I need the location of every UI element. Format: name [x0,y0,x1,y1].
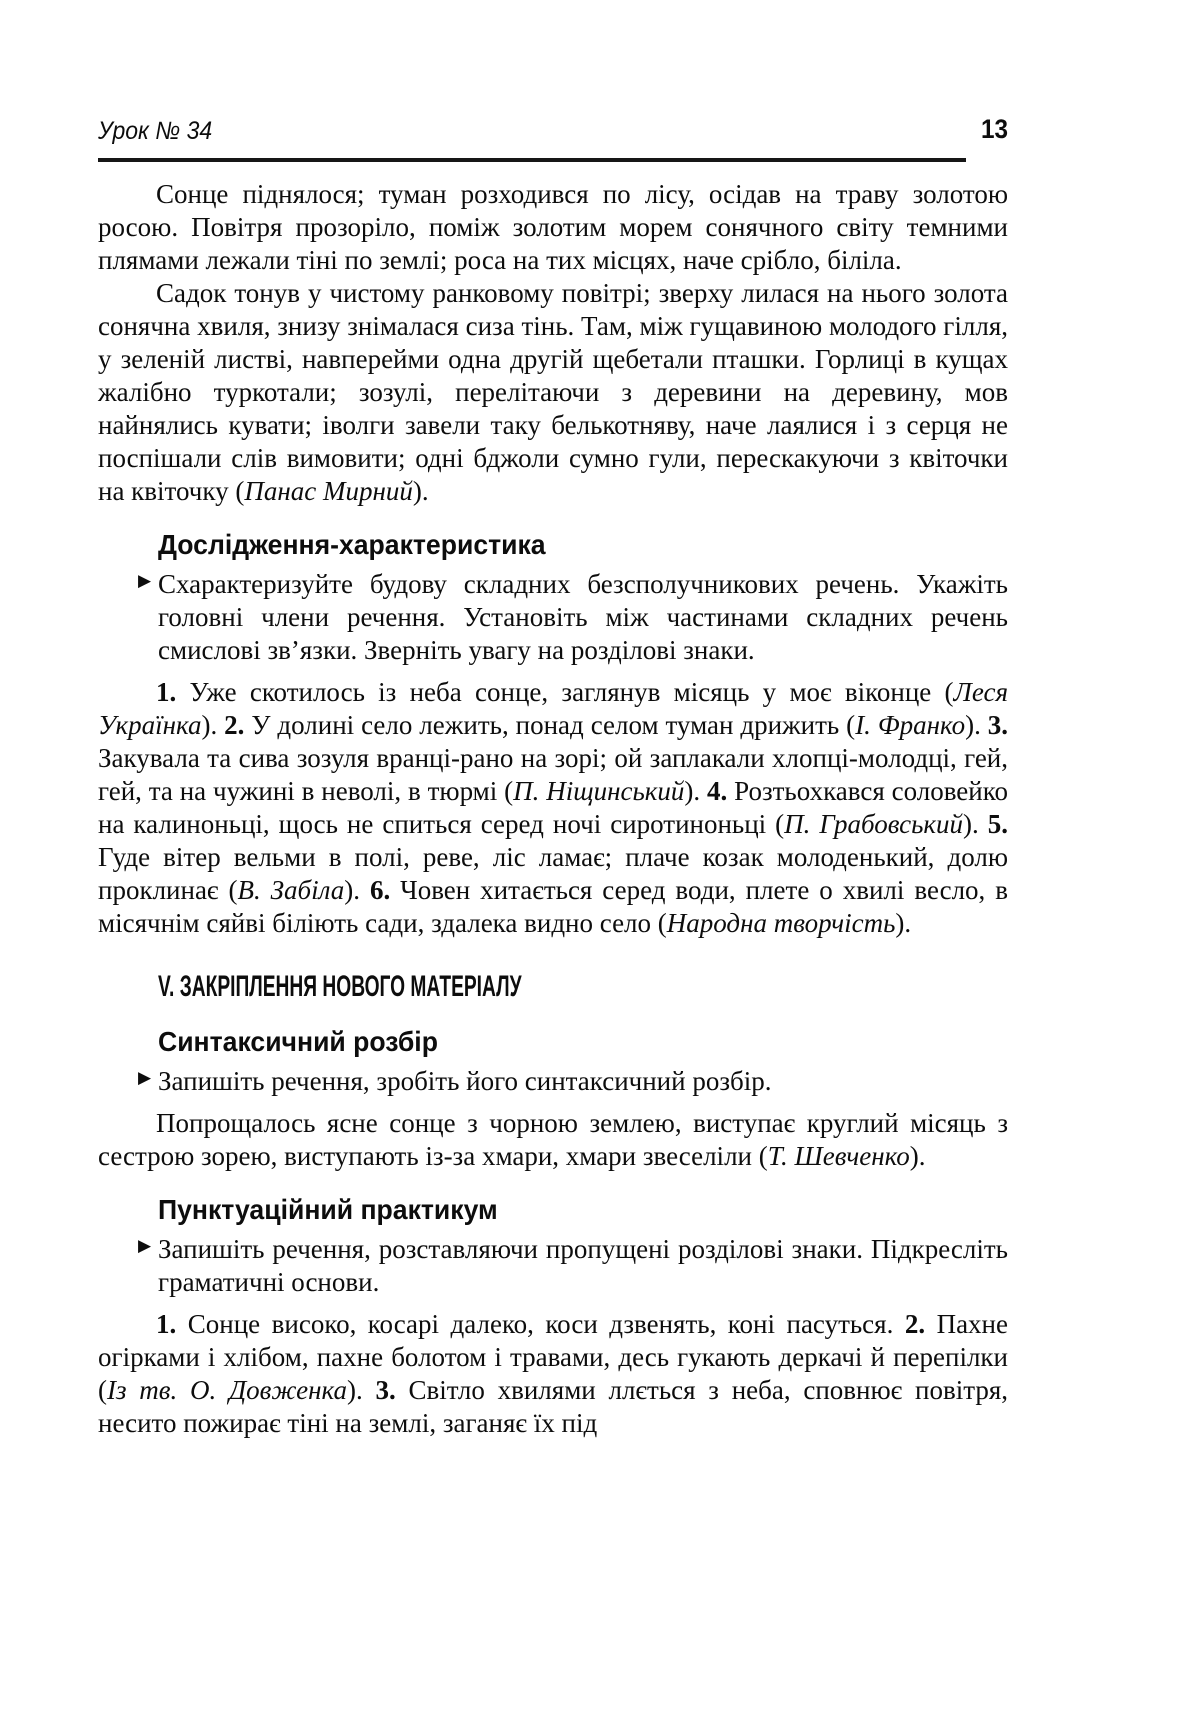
paragraph-sunrise [98,178,1008,277]
page-number: 13 [980,114,1008,144]
text-segment: Човен хитається серед води, плете о хвилі весло, в місячнім сяйві біліють сади, здалека видно село ( [98,875,1009,938]
text-segment: ). [412,476,429,506]
text-segment: 1. [156,1309,188,1339]
task-research-text [158,568,1008,667]
triangle-bullet-icon: ▶ [138,571,152,591]
task-syntax [98,1065,1008,1098]
text-segment: 6. [369,875,401,905]
text-segment: Розтьохкався соловейко на калиноньці, щось не спиться серед ночі сиротиноньці ( [98,776,1008,839]
lesson-label: Урок № 34 [98,117,213,145]
task-research [98,568,1008,667]
text-segment: В. Забіла [237,875,345,905]
text-segment: 2. [904,1309,937,1339]
heading-syntax-parsing: Синтаксичний розбір [158,1026,438,1057]
heading-research-characteristic: Дослідження-характеристика [158,529,546,560]
text-segment: Т. Шевченко [767,1141,910,1171]
text-segment: ). [895,908,912,938]
paragraph-shevchenko [98,1107,1008,1173]
task-syntax-text [158,1065,1008,1098]
text-segment: Народна творчість [666,908,896,938]
text-segment: Закувала та сива зозуля вранці-рано на зорі; ой заплакали хлопці-молодці, гей, гей, та на чужині в неволі, в тюрмі ( [98,743,1008,806]
text-segment: Гуде вітер вельми в полі, реве, ліс ламає; плаче козак молоденький, долю проклинає ( [98,842,1008,905]
text-segment: П. Ніщинський [513,776,685,806]
text-segment: Попрощалось ясне сонце з чорною землею, виступає круглий місяць з сестрою зорею, виступають із-за хмари, хмари звеселіли ( [98,1108,1008,1171]
triangle-bullet-icon: ▶ [138,1236,152,1256]
text-segment: ). [347,1375,376,1405]
text-segment: П. Грабовський [784,809,964,839]
text-segment: ). [909,1141,926,1171]
heading-section-v: V. ЗАКРІПЛЕННЯ НОВОГО МАТЕРІАЛУ [158,970,522,1003]
text-segment: Схарактеризуйте будову складних безсполучникових речень. Укажіть головні члени речення. Установіть між частинами складних речень смислові зв’язки. Зверніть увагу на розділові знаки. [158,569,1008,665]
text-segment: Панас Мирний [244,476,413,506]
heading-punctuation-practicum: Пунктуаційний практикум [158,1194,498,1225]
text-segment: У долині село лежить, понад селом туман дрижить ( [251,710,856,740]
text-segment: ). [963,809,988,839]
text-segment: Запишіть речення, розставляючи пропущені розділові знаки. Підкресліть граматичні основи. [158,1234,1008,1297]
exercise-sentences-1 [98,676,1008,940]
task-punctuation-text [158,1233,1008,1299]
text-segment: 4. [707,776,735,806]
triangle-bullet-icon: ▶ [138,1068,152,1088]
text-segment: І. Франко [855,710,966,740]
text-segment: 3. [987,710,1009,740]
text-segment: ). [201,710,225,740]
task-punctuation [98,1233,1008,1299]
text-segment: Садок тонув у чистому ранковому повітрі; зверху лилася на нього золота сонячна хвиля, знизу знімалася сиза тінь. Там, між гущавиною молодого гілля, у зеленій листві, навперейми одна другій щебетали пташки. Горлиці в кущах жалібно туркотали; зозулі, перелітаючи з деревини на деревину, мов найнялись кувати; іволги завели таку белькотняву, наче лаялися і з серця не поспішали слів вимовити; одні бджоли сумно гули, перескакуючи з квіточки на квіточку ( [98,278,1008,506]
text-segment: 2. [224,710,252,740]
paragraph-garden [98,277,1008,508]
text-segment: 1. [156,677,190,707]
text-segment: Уже скотилось із неба сонце, заглянув місяць у моє віконце ( [189,677,954,707]
text-segment: Світло хвилями ллється з неба, сповнює повітря, несито пожирає тіні на землі, заганяє їх під [98,1375,1008,1438]
text-segment: 5. [987,809,1008,839]
page-header [98,116,1008,162]
text-segment: 3. [375,1375,409,1405]
text-segment: Сонце піднялося; туман розходився по лісу, осідав на траву золотою росою. Повітря прозоріло, поміж золотим морем сонячного світу темними плямами лежали тіні по землі; роса на тих місцях, наче срібло, біліла. [98,179,1008,275]
header-rule [98,116,966,162]
text-segment: Сонце високо, косарі далеко, коси дзвенять, коні пасуться. [187,1309,905,1339]
text-segment: ). [344,875,370,905]
text-segment: ). [684,776,708,806]
text-segment: Леся Українка [98,677,1008,740]
text-segment: Запишіть речення, зробіть його синтаксичний розбір. [158,1066,772,1096]
exercise-sentences-2 [98,1308,1008,1440]
text-segment: ). [965,710,988,740]
text-segment: Пахне огірками і хлібом, пахне болотом і травами, десь гукають деркачі й перепілки ( [98,1309,1008,1405]
text-segment: Із тв. О. Довженка [107,1375,347,1405]
